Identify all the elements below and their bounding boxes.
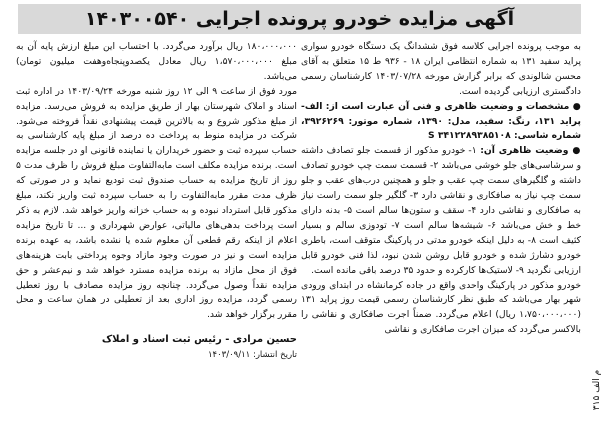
- spec-heading: مشخصات و وضعیت ظاهری و فنی آن عبارت است از: الف- پراید ۱۳۱، رنگ: سفید، مدل: ۱۳۹۰، شماره موتور: ۳۹۲۶۲۶۹، شماره شاسی: S ۳۴۱۲۲۸۹۳۸۵۱۰۸: [301, 100, 581, 142]
- spec-paragraph: [301, 100, 581, 145]
- condition-paragraph: [301, 144, 581, 278]
- reference-code: م الف ۳۱۵: [592, 369, 602, 411]
- valuation-paragraph: ۱۸۰،۰۰۰،۰۰۰ ریال برآورد می‌گردد. با احتساب این مبلغ ارزش پایه آن به مبلغ ۱،۵۷۰،۰۰۰،۰۰۰ ریال معادل یکصدوپنجاه‌وهفت میلیون تومان) می‌باشد.: [16, 41, 297, 82]
- bullet-mark: ●: [568, 145, 581, 157]
- auction-terms-paragraph: مورد فوق از ساعت ۹ الی ۱۲ روز شنبه مورخه ۱۴۰۳/۰۹/۲۴ در اداره ثبت اسناد و املاک شهرستان بهار از طریق مزایده به فروش می‌رسد. مزایده از مبلغ مذکور شروع و به بالاترین قیمت پیشنهادی نقداً فروخته می‌شود. شرکت در مزایده منوط به پرداخت ده درصد از مبلغ پایه کارشناسی به حساب سپرده ثبت و حضور خریداران یا نماینده قانونی او در جلسه مزایده است. برنده مزایده مکلف است مابه‌التفاوت مبلغ فروش را ظرف مدت ۵ روز از تاریخ مزایده به حساب صندوق ثبت تودیع نماید و در صورتی که ظرف مدت مقرر مابه‌التفاوت را به حساب سپرده ثبت واریز نکند، مبلغ مذکور قابل استرداد نبوده و به حساب خزانه واریز خواهد شد. لازم به ذکر است پرداخت بدهی‌های مالیاتی، عوارض شهرداری و ... تا تاریخ مزایده اعلام از اینکه رقم قطعی آن معلوم شده یا نشده باشد، به عهده برنده مزایده است و نیز در صورت وجود مازاد وجوه پرداختی بابت هزینه‌های فوق از محل مازاد به برنده مزایده مسترد خواهد شد و نیم‌عشر و حق مزایده نقداً وصول می‌گردد. چنانچه روز مزایده مصادف با روز تعطیل رسمی گردد، مزایده روز اداری بعد از تعطیلی در همان ساعت و محل مقرر برگزار خواهد شد.: [16, 85, 297, 321]
- signature: حسین مرادی - رئیس ثبت اسناد و املاک: [101, 334, 297, 346]
- publish-date: تاریخ انتشار: ۱۴۰۳/۰۹/۱۱: [207, 350, 297, 361]
- condition-text: ۱- خودرو مذکور از قسمت جلو تصادف داشته و سرشاسی‌های جلو خوشی می‌باشد ۲- قسمت سمت چپ خودرو تصادف داشته و گلگیرهای سمت چپ عقب و جلو و همچنین درب‌های عقب و جلو سمت چپ نیاز به صافکاری و نقاشی دارد ۳- گلگیر جلو سمت راست نیاز به صافکاری و نقاشی دارد ۴- سقف و ستون‌ها سالم است ۵- بدنه دارای خط و خش می‌باشد ۶- شیشه‌ها سالم است ۷- تودوزی سالم و بسیار کثیف است ۸- به دلیل اینکه خودرو مدتی در پارکینگ متوقف است، باطری خودرو دشارژ شده و خودرو قابل روشن شدن نبود، لذا فنی خودرو قابل ارزیابی نگردید ۹- لاستیک‌ها کارکرده و حدود ۳۵ درصد باقی مانده است.: [301, 145, 581, 276]
- parking-paragraph: خودرو مذکور در پارکینگ واحدی واقع در جاده کرمانشاه در ابتدای ورودی شهر بهار می‌باشد که طبق نظر کارشناسان رسمی قیمت روز پراید ۱۳۱ (۱،۷۵۰،۰۰۰،۰۰۰ ریال) اعلام می‌گردد. ضمناً اجرت صافکاری و نقاشی را بالاکسر می‌گردد که میزان اجرت صافکاری و نقاشی: [301, 279, 581, 336]
- notice-title: آگهی مزایده خودرو پرونده اجرایی ۱۴۰۳۰۰۵۴۰: [84, 8, 515, 30]
- title-banner: [18, 4, 581, 34]
- side-reference-label: [584, 345, 610, 435]
- condition-heading: وضعیت ظاهری آن:: [480, 145, 569, 157]
- right-column: [301, 40, 581, 438]
- bullet-mark: ●: [569, 100, 581, 112]
- intro-paragraph: به موجب پرونده اجرایی کلاسه فوق ششدانگ یک دستگاه خودرو سواری پراید سفید ۱۳۱ به شماره انتظامی ایران ۱۸ - ۹۳۶ ط ۱۵ متعلق به آقای محسن شالوندی که برابر گزارش مورخه ۱۴۰۳/۰۷/۲۸ کارشناسان رسمی دادگستری ارزیابی گردیده است.: [301, 41, 581, 97]
- left-column: [16, 40, 297, 438]
